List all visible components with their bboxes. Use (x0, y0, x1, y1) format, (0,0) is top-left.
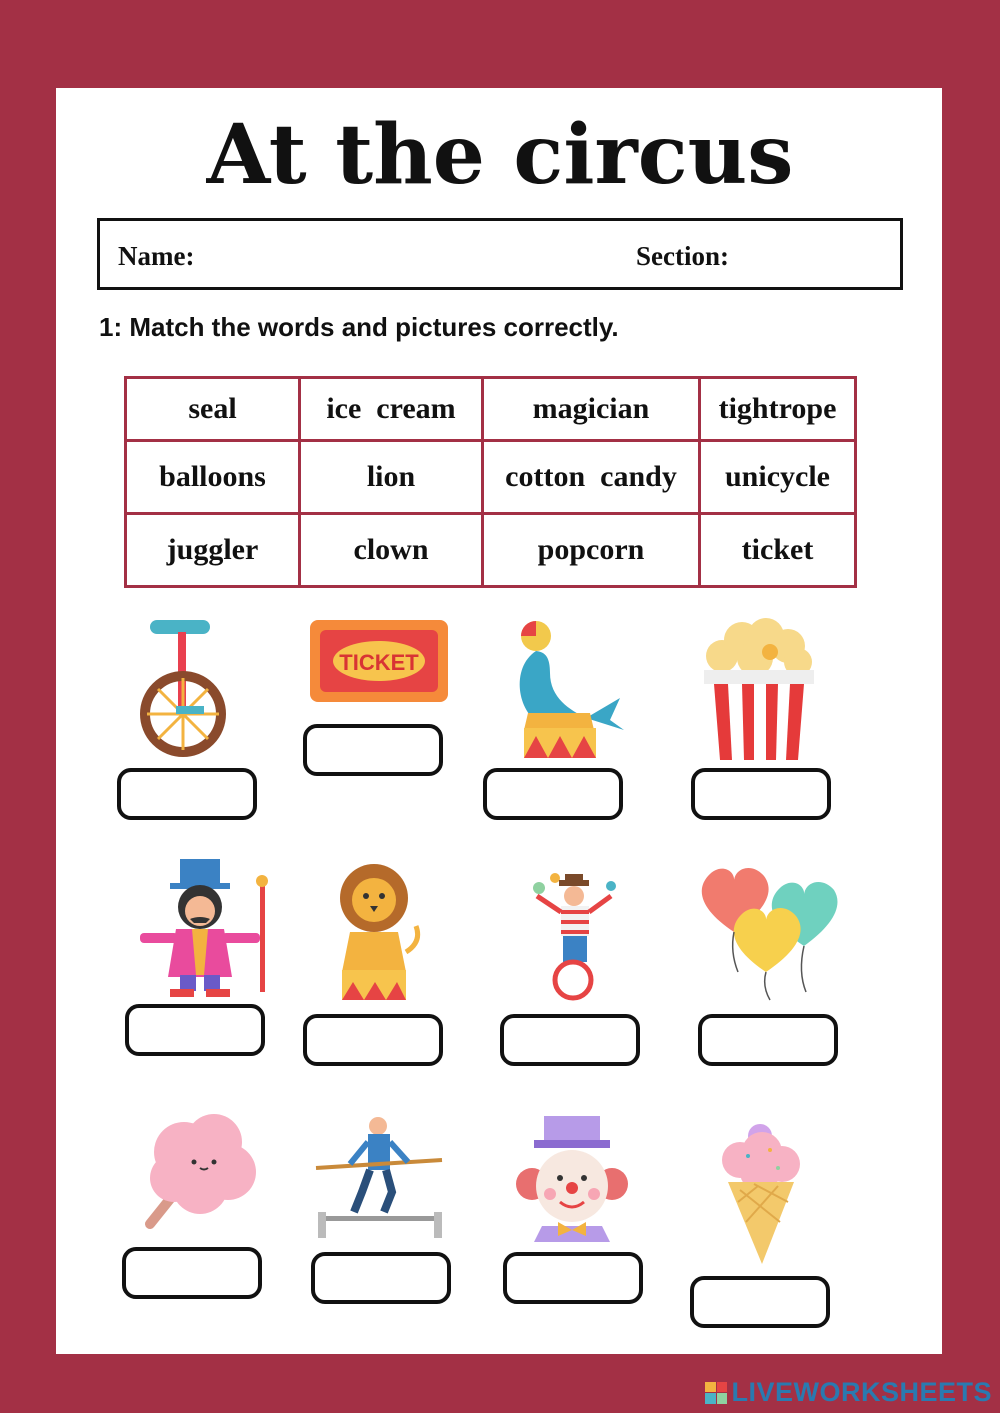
tightrope-icon (314, 1112, 446, 1242)
answer-box[interactable] (690, 1276, 830, 1328)
clown-icon (514, 1114, 630, 1244)
word-cell: seal (126, 378, 300, 441)
instruction-text: 1: Match the words and pictures correctly. (99, 312, 619, 342)
section-label: Section: (636, 241, 729, 271)
watermark-text: LIVEWORKSHEETS (731, 1377, 992, 1407)
balloons-icon (694, 862, 839, 1002)
popcorn-icon (700, 618, 818, 763)
cotton-candy-icon (144, 1112, 260, 1230)
lion-icon (328, 862, 424, 1002)
liveworksheets-icon (705, 1382, 727, 1404)
word-cell: clown (300, 514, 483, 587)
answer-box[interactable] (303, 1014, 443, 1066)
seal-icon (490, 618, 630, 763)
answer-box[interactable] (698, 1014, 838, 1066)
magician-icon (126, 857, 271, 999)
word-cell: cotton candy (483, 441, 700, 514)
word-cell: unicycle (700, 441, 856, 514)
word-cell: magician (483, 378, 700, 441)
juggler-icon (525, 872, 625, 1002)
unicycle-icon (128, 618, 238, 763)
liveworksheets-logo (705, 1377, 992, 1408)
answer-box[interactable] (691, 768, 831, 820)
name-section-box (97, 218, 903, 290)
answer-box[interactable] (303, 724, 443, 776)
answer-box[interactable] (311, 1252, 451, 1304)
page-title: At the circus (206, 107, 794, 203)
word-cell: popcorn (483, 514, 700, 587)
answer-box[interactable] (125, 1004, 265, 1056)
word-cell: lion (300, 441, 483, 514)
answer-box[interactable] (122, 1247, 262, 1299)
word-cell: balloons (126, 441, 300, 514)
word-cell: tightrope (700, 378, 856, 441)
ticket-text: TICKET (339, 650, 419, 675)
ice-cream-icon (718, 1122, 804, 1267)
word-cell: juggler (126, 514, 300, 587)
word-cell: ice cream (300, 378, 483, 441)
ticket-icon (308, 618, 450, 704)
answer-box[interactable] (117, 768, 257, 820)
answer-box[interactable] (503, 1252, 643, 1304)
name-label: Name: (118, 241, 195, 271)
answer-box[interactable] (500, 1014, 640, 1066)
answer-box[interactable] (483, 768, 623, 820)
word-cell: ticket (700, 514, 856, 587)
word-bank-table (124, 376, 857, 588)
